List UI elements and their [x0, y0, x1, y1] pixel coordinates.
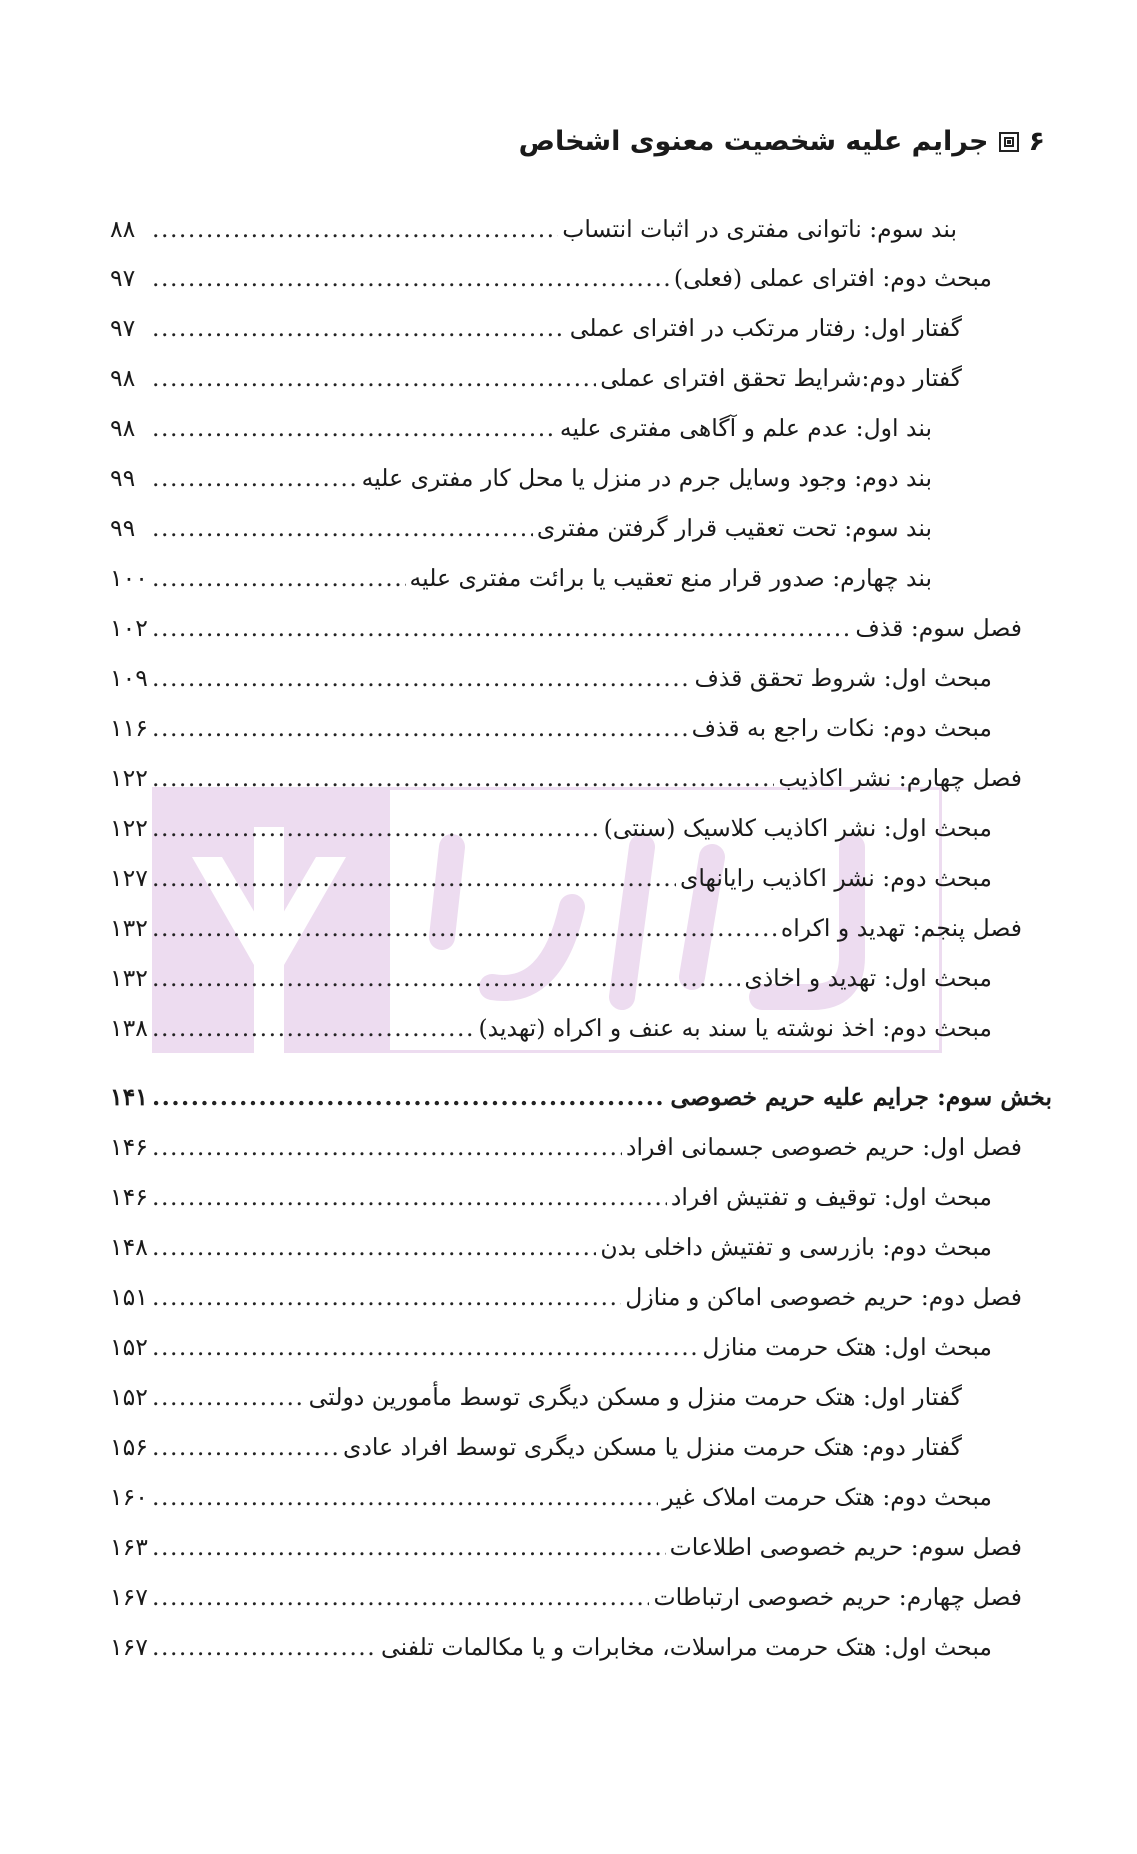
toc-entry: [110, 908, 1022, 948]
leader-dots: [152, 258, 670, 298]
toc-entry: [110, 1427, 962, 1467]
leader-dots: [152, 758, 774, 798]
toc-entry: [110, 1127, 1022, 1167]
toc-entry-title: فصل اول: حریم خصوصی جسمانی افراد: [626, 1133, 1022, 1161]
toc-entry: [110, 1008, 992, 1048]
running-header: [519, 126, 1045, 157]
leader-dots: [152, 1077, 666, 1117]
toc-entry-page: ۱۶۰: [110, 1483, 148, 1511]
toc-entry: [110, 858, 992, 898]
toc-entry-title: مبحث اول: شروط تحقق قذف: [694, 664, 992, 692]
toc-entry-title: مبحث دوم: نکات راجع به قذف: [691, 714, 992, 742]
toc-entry-page: ۹۷: [110, 314, 136, 342]
leader-dots: [152, 1427, 339, 1467]
toc-entry: [110, 1327, 992, 1367]
toc-entry: [110, 558, 932, 598]
toc-entry-title: مبحث دوم: اخذ نوشته یا سند به عنف و اکراه (تهدید): [478, 1014, 992, 1042]
square-ornament-icon: [999, 132, 1019, 152]
toc-entry-title: فصل دوم: حریم خصوصی اماکن و منازل: [625, 1283, 1022, 1311]
leader-dots: [152, 1127, 622, 1167]
toc-entry-page: ۹۹: [110, 464, 136, 492]
leader-dots: [152, 508, 533, 548]
toc-entry-title: گفتار دوم:شرایط تحقق افترای عملی: [600, 364, 962, 392]
toc-entry: [110, 458, 932, 498]
toc-entry-page: ۹۸: [110, 364, 136, 392]
toc-entry: [110, 1277, 1022, 1317]
toc-part-entry: [110, 1077, 1052, 1117]
toc-entry: [110, 258, 992, 298]
toc-entry: [110, 358, 962, 398]
toc-entry-title: بند دوم: وجود وسایل جرم در منزل یا محل کار مفتری علیه: [361, 464, 932, 492]
toc-entry-page: ۱۵۲: [110, 1333, 148, 1361]
leader-dots: [152, 558, 406, 598]
leader-dots: [152, 1477, 658, 1517]
toc-entry-title: گفتار دوم: هتک حرمت منزل یا مسکن دیگری توسط افراد عادی: [343, 1433, 962, 1461]
toc-entry: [110, 1377, 962, 1417]
toc-entry-title: مبحث اول: توقیف و تفتیش افراد: [670, 1183, 992, 1211]
leader-dots: [152, 1008, 474, 1048]
toc-entry-page: ۱۵۶: [110, 1433, 148, 1461]
toc-entry-title: مبحث اول: تهدید و اخاذی: [744, 964, 992, 992]
toc-entry-page: ۱۵۱: [110, 1283, 148, 1311]
toc-entry-title: فصل چهارم: حریم خصوصی ارتباطات: [653, 1583, 1022, 1611]
leader-dots: [152, 958, 740, 998]
toc-entry-page: ۱۳۲: [110, 964, 148, 992]
toc-entry-title: مبحث اول: هتک حرمت مراسلات، مخابرات و یا مکالمات تلفنی: [381, 1633, 992, 1661]
leader-dots: [152, 808, 600, 848]
toc-entry-title: مبحث دوم: بازرسی و تفتیش داخلی بدن: [600, 1233, 992, 1261]
leader-dots: [152, 209, 558, 249]
toc-entry-page: ۹۹: [110, 514, 136, 542]
toc-entry-page: ۱۳۸: [110, 1014, 148, 1042]
toc-entry-page: ۱۴۱: [110, 1083, 148, 1111]
toc-entry-title: فصل چهارم: نشر اکاذیب: [778, 764, 1022, 792]
page-number: ۶: [1028, 126, 1045, 157]
toc-entry-title: بند اول: عدم علم و آگاهی مفتری علیه: [559, 414, 932, 442]
toc-entry-page: ۱۳۲: [110, 914, 148, 942]
toc-entry: [110, 308, 962, 348]
toc-entry-title: بند سوم: ناتوانی مفتری در اثبات انتساب: [562, 215, 957, 243]
leader-dots: [152, 308, 566, 348]
toc-entry-page: ۱۶۷: [110, 1633, 148, 1661]
leader-dots: [152, 1227, 596, 1267]
toc-entry-page: ۱۲۷: [110, 864, 148, 892]
toc-entry-page: ۱۶۷: [110, 1583, 148, 1611]
toc-entry-page: ۱۲۲: [110, 814, 148, 842]
toc-entry: [110, 209, 957, 249]
leader-dots: [152, 658, 690, 698]
running-title: جرایم علیه شخصیت معنوی اشخاص: [518, 126, 989, 157]
toc-entry-title: فصل سوم: قذف: [855, 614, 1022, 642]
leader-dots: [152, 708, 688, 748]
leader-dots: [152, 1277, 621, 1317]
toc-entry-page: ۱۰۲: [110, 614, 148, 642]
toc-entry-page: ۹۷: [110, 264, 136, 292]
toc-entry-title: مبحث اول: هتک حرمت منازل: [702, 1333, 992, 1361]
toc-entry-title: بند سوم: تحت تعقیب قرار گرفتن مفتری: [536, 514, 932, 542]
leader-dots: [152, 858, 676, 898]
toc-entry-page: ۱۰۹: [110, 664, 148, 692]
toc-entry-page: ۱۱۶: [110, 714, 148, 742]
toc-entry: [110, 1627, 992, 1667]
leader-dots: [152, 1327, 698, 1367]
toc-entry-page: ۱۴۶: [110, 1183, 148, 1211]
toc-entry-page: ۹۸: [110, 414, 136, 442]
toc-entry: [110, 808, 992, 848]
leader-dots: [152, 1527, 666, 1567]
toc-entry: [110, 658, 992, 698]
toc-entry-page: ۱۵۲: [110, 1383, 148, 1411]
toc-entry-title: بند چهارم: صدور قرار منع تعقیب یا برائت مفتری علیه: [409, 564, 932, 592]
toc-entry-page: ۱۴۶: [110, 1133, 148, 1161]
leader-dots: [152, 358, 596, 398]
toc-entry-title: مبحث اول: نشر اکاذیب کلاسیک (سنتی): [603, 814, 992, 842]
toc-entry: [110, 758, 1022, 798]
toc-entry-title: فصل پنجم: تهدید و اکراه: [780, 914, 1022, 942]
toc-entry-title: فصل سوم: حریم خصوصی اطلاعات: [669, 1533, 1022, 1561]
toc-entry: [110, 608, 1022, 648]
toc-entry: [110, 508, 932, 548]
toc-entry-page: ۱۲۲: [110, 764, 148, 792]
leader-dots: [152, 458, 358, 498]
toc-entry-page: ۸۸: [110, 215, 136, 243]
toc-entry-page: ۱۶۳: [110, 1533, 148, 1561]
toc-entry-title: مبحث دوم: هتک حرمت املاک غیر: [662, 1483, 992, 1511]
leader-dots: [152, 1577, 649, 1617]
toc-entry-title: مبحث دوم: نشر اکاذیب رایانهای: [679, 864, 992, 892]
toc-entry: [110, 1227, 992, 1267]
toc-entry-page: ۱۴۸: [110, 1233, 148, 1261]
leader-dots: [152, 908, 777, 948]
leader-dots: [152, 1177, 667, 1217]
toc-entry-title: گفتار اول: هتک حرمت منزل و مسکن دیگری توسط مأمورین دولتی: [308, 1383, 962, 1411]
leader-dots: [152, 408, 556, 448]
toc-entry-title: مبحث دوم: افترای عملی (فعلی): [673, 264, 992, 292]
toc-entry: [110, 958, 992, 998]
toc-entry: [110, 1577, 1022, 1617]
leader-dots: [152, 1627, 377, 1667]
toc-entry: [110, 1527, 1022, 1567]
leader-dots: [152, 608, 851, 648]
toc-entry-title: بخش سوم: جرایم علیه حریم خصوصی: [670, 1083, 1052, 1111]
toc-entry: [110, 1477, 992, 1517]
leader-dots: [152, 1377, 305, 1417]
toc-entry: [110, 1177, 992, 1217]
toc-entry-title: گفتار اول: رفتار مرتکب در افترای عملی: [569, 314, 962, 342]
toc-entry: [110, 708, 992, 748]
toc-entry-page: ۱۰۰: [110, 564, 148, 592]
toc-entry: [110, 408, 932, 448]
